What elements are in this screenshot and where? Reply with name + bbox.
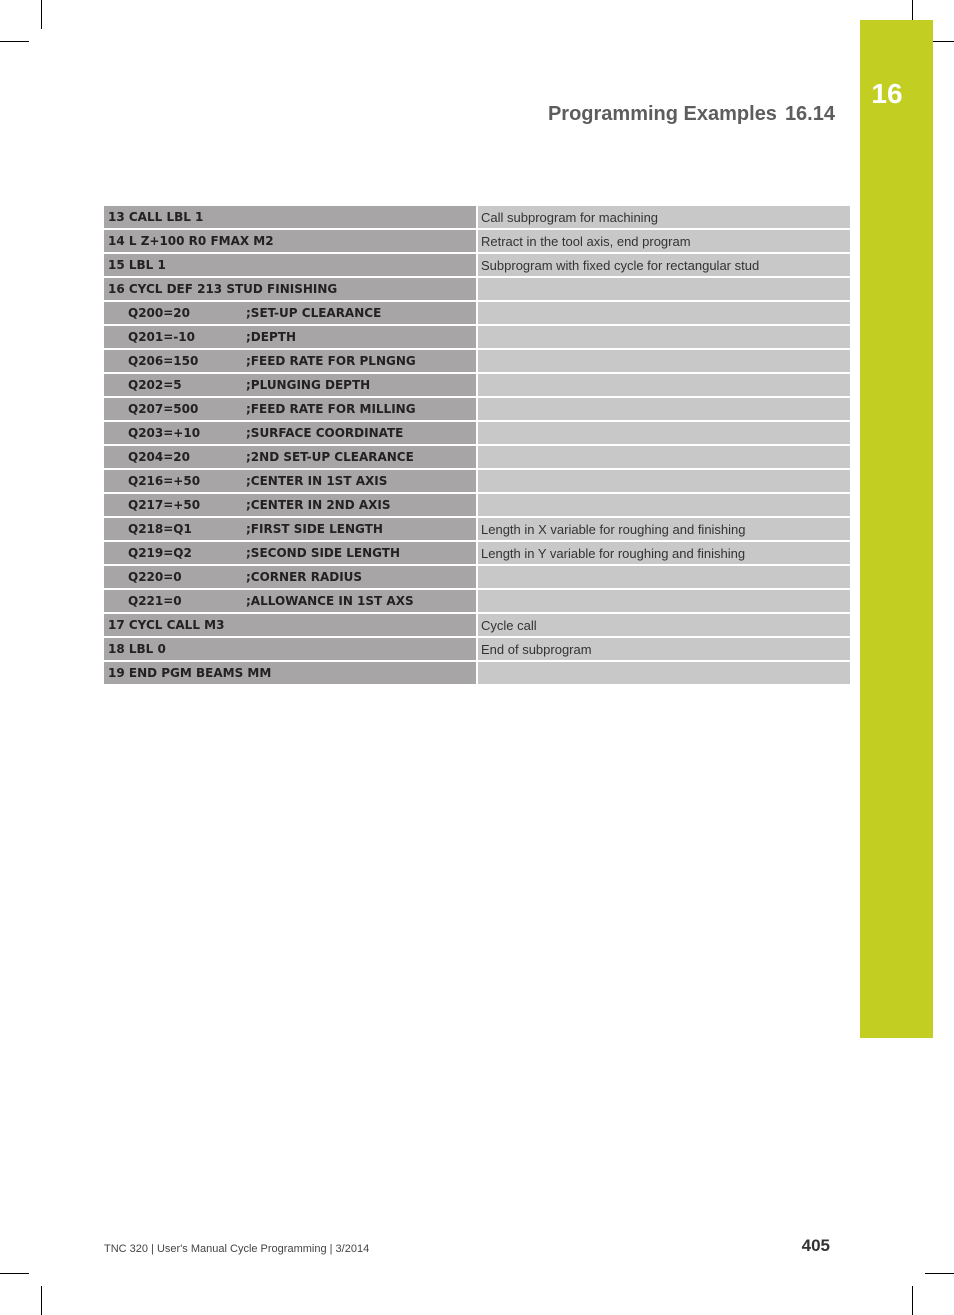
comment-cell xyxy=(478,254,850,276)
table-row xyxy=(104,638,850,660)
code-cell xyxy=(104,446,476,468)
comment-cell xyxy=(478,398,850,420)
param-assignment: Q218=Q1 xyxy=(128,522,192,536)
code-cell xyxy=(104,518,476,540)
footer-text: TNC 320 | User's Manual Cycle Programming | 3/2014 xyxy=(104,1243,370,1255)
code-cell xyxy=(104,302,476,324)
comment-cell xyxy=(478,614,850,636)
param-assignment: Q200=20 xyxy=(128,306,191,320)
param-description: ;SET-UP CLEARANCE xyxy=(246,306,382,320)
comment-cell xyxy=(478,542,850,564)
param-description: ;DEPTH xyxy=(246,330,296,344)
nc-block: 19 END PGM BEAMS MM xyxy=(108,666,272,680)
code-cell xyxy=(104,206,476,228)
code-cell xyxy=(104,662,476,684)
param-description: ;FEED RATE FOR PLNGNG xyxy=(246,354,416,368)
nc-block: 16 CYCL DEF 213 STUD FINISHING xyxy=(108,282,338,296)
code-cell xyxy=(104,230,476,252)
comment-cell xyxy=(478,230,850,252)
table-row xyxy=(104,542,850,564)
crop-mark xyxy=(0,41,29,42)
table-row xyxy=(104,662,850,684)
comment-cell xyxy=(478,206,850,228)
comment-cell xyxy=(478,278,850,300)
code-cell xyxy=(104,374,476,396)
comment-text: End of subprogram xyxy=(481,641,592,657)
param-description: ;PLUNGING DEPTH xyxy=(246,378,371,392)
param-assignment: Q216=+50 xyxy=(128,474,201,488)
param-description: ;SURFACE COORDINATE xyxy=(246,426,404,440)
crop-mark xyxy=(912,1286,913,1315)
code-cell xyxy=(104,422,476,444)
table-row xyxy=(104,566,850,588)
comment-text: Call subprogram for machining xyxy=(481,209,659,225)
table-row xyxy=(104,230,850,252)
chapter-tab xyxy=(860,20,933,1038)
header-title: Programming Examples xyxy=(547,103,777,125)
comment-cell xyxy=(478,302,850,324)
param-description: ;CENTER IN 1ST AXIS xyxy=(246,474,388,488)
param-description: ;SECOND SIDE LENGTH xyxy=(246,546,401,560)
page-number: 405 xyxy=(801,1236,830,1255)
nc-block: 17 CYCL CALL M3 xyxy=(108,618,225,632)
table-row xyxy=(104,422,850,444)
crop-mark xyxy=(41,0,42,29)
table-row xyxy=(104,470,850,492)
comment-cell xyxy=(478,638,850,660)
comment-cell xyxy=(478,326,850,348)
param-description: ;FIRST SIDE LENGTH xyxy=(246,522,383,536)
param-assignment: Q207=500 xyxy=(128,402,199,416)
program-table xyxy=(104,206,850,686)
table-row xyxy=(104,518,850,540)
table-row xyxy=(104,398,850,420)
param-description: ;2ND SET-UP CLEARANCE xyxy=(246,450,414,464)
comment-cell xyxy=(478,422,850,444)
param-assignment: Q204=20 xyxy=(128,450,191,464)
table-row xyxy=(104,494,850,516)
running-header xyxy=(548,103,835,126)
comment-cell xyxy=(478,494,850,516)
comment-text: Subprogram with fixed cycle for rectangular stud xyxy=(481,257,760,273)
nc-block: 14 L Z+100 R0 FMAX M2 xyxy=(108,234,274,248)
param-assignment: Q202=5 xyxy=(128,378,182,392)
param-assignment: Q201=-10 xyxy=(128,330,195,344)
param-assignment: Q221=0 xyxy=(128,594,182,608)
comment-text: Length in X variable for roughing and finishing xyxy=(481,521,746,537)
code-cell xyxy=(104,350,476,372)
table-row xyxy=(104,374,850,396)
header-section-number: 16.14 xyxy=(784,103,835,125)
nc-block: 18 LBL 0 xyxy=(108,642,166,656)
code-cell xyxy=(104,398,476,420)
param-assignment: Q219=Q2 xyxy=(128,546,192,560)
param-assignment: Q217=+50 xyxy=(128,498,201,512)
crop-mark xyxy=(0,1273,29,1274)
comment-text: Cycle call xyxy=(481,617,537,633)
code-cell xyxy=(104,254,476,276)
comment-cell xyxy=(478,662,850,684)
param-assignment: Q203=+10 xyxy=(128,426,201,440)
table-row xyxy=(104,278,850,300)
chapter-number: 16 xyxy=(871,78,903,109)
param-description: ;CENTER IN 2ND AXIS xyxy=(246,498,391,512)
table-row xyxy=(104,614,850,636)
code-cell xyxy=(104,566,476,588)
comment-cell xyxy=(478,446,850,468)
code-cell xyxy=(104,614,476,636)
code-cell xyxy=(104,326,476,348)
table-row xyxy=(104,206,850,228)
nc-block: 13 CALL LBL 1 xyxy=(108,210,204,224)
code-cell xyxy=(104,542,476,564)
nc-block: 15 LBL 1 xyxy=(108,258,166,272)
param-assignment: Q220=0 xyxy=(128,570,182,584)
table-row xyxy=(104,326,850,348)
table-row xyxy=(104,302,850,324)
param-description: ;ALLOWANCE IN 1ST AXS xyxy=(246,594,414,608)
code-cell xyxy=(104,590,476,612)
code-cell xyxy=(104,494,476,516)
comment-cell xyxy=(478,470,850,492)
code-cell xyxy=(104,278,476,300)
comment-cell xyxy=(478,350,850,372)
table-row xyxy=(104,254,850,276)
crop-mark xyxy=(925,1273,954,1274)
crop-mark xyxy=(41,1286,42,1315)
comment-cell xyxy=(478,518,850,540)
param-assignment: Q206=150 xyxy=(128,354,199,368)
comment-cell xyxy=(478,374,850,396)
comment-text: Length in Y variable for roughing and finishing xyxy=(481,545,746,561)
code-cell xyxy=(104,470,476,492)
comment-cell xyxy=(478,566,850,588)
comment-cell xyxy=(478,590,850,612)
comment-text: Retract in the tool axis, end program xyxy=(481,233,691,249)
table-row xyxy=(104,446,850,468)
code-cell xyxy=(104,638,476,660)
table-row xyxy=(104,350,850,372)
param-description: ;CORNER RADIUS xyxy=(246,570,363,584)
param-description: ;FEED RATE FOR MILLING xyxy=(246,402,416,416)
table-row xyxy=(104,590,850,612)
